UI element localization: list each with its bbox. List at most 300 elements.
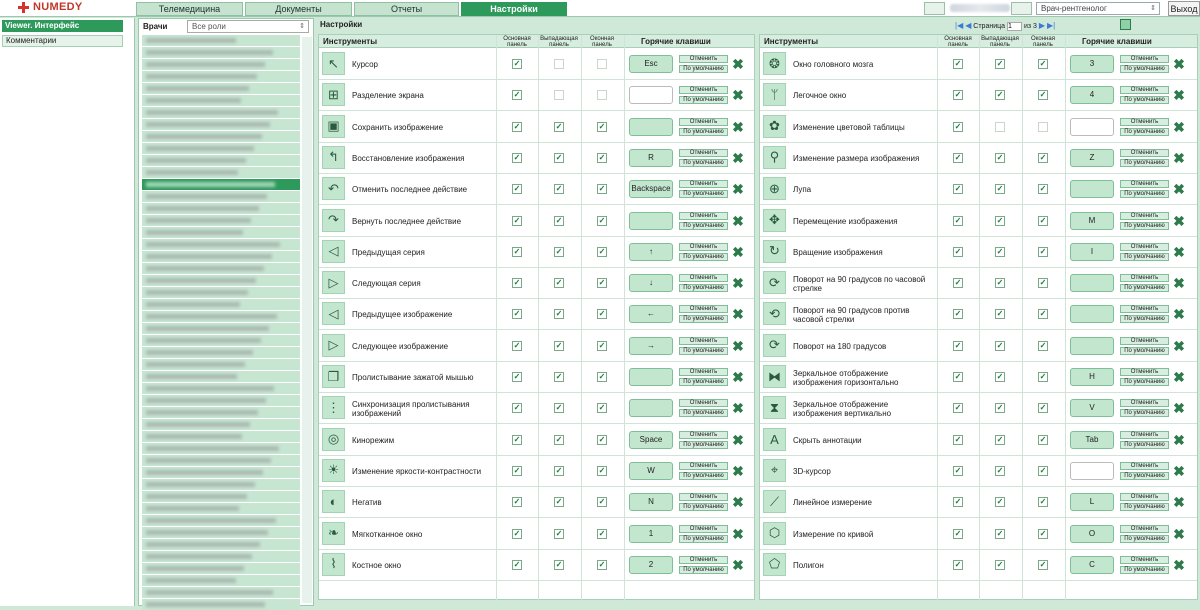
doctor-list-item[interactable] xyxy=(142,83,300,94)
window-panel-checkbox[interactable]: ✓ xyxy=(598,434,606,444)
clear-hotkey-icon[interactable]: ✖ xyxy=(1173,556,1185,573)
doctor-list-item[interactable] xyxy=(142,515,300,526)
dropdown-panel-checkbox[interactable]: ✓ xyxy=(555,403,563,413)
first-page-icon[interactable]: |◀ xyxy=(955,21,964,30)
cancel-hotkey-button[interactable]: Отменить xyxy=(1120,431,1169,439)
default-hotkey-button[interactable]: По умолчанию xyxy=(1120,253,1169,261)
clear-hotkey-icon[interactable]: ✖ xyxy=(732,118,744,135)
doctor-list-item[interactable] xyxy=(142,131,300,142)
hotkey-field[interactable]: 3 xyxy=(1070,55,1114,73)
main-panel-checkbox[interactable]: ✓ xyxy=(513,403,521,413)
default-hotkey-button[interactable]: По умолчанию xyxy=(1120,159,1169,167)
cancel-hotkey-button[interactable]: Отменить xyxy=(1120,86,1169,94)
main-panel-checkbox[interactable]: ✓ xyxy=(513,90,521,100)
default-hotkey-button[interactable]: По умолчанию xyxy=(679,96,728,104)
doctor-list-item[interactable] xyxy=(142,491,300,502)
exit-button[interactable]: Выход xyxy=(1168,1,1200,16)
hotkey-field[interactable]: N xyxy=(629,493,673,511)
window-panel-checkbox[interactable]: ✓ xyxy=(1039,309,1047,319)
clear-hotkey-icon[interactable]: ✖ xyxy=(732,212,744,229)
clear-hotkey-icon[interactable]: ✖ xyxy=(1173,212,1185,229)
main-panel-checkbox[interactable]: ✓ xyxy=(513,434,521,444)
clear-hotkey-icon[interactable]: ✖ xyxy=(1173,87,1185,104)
main-panel-checkbox[interactable]: ✓ xyxy=(954,497,962,507)
hotkey-field[interactable] xyxy=(1070,180,1114,198)
main-panel-checkbox[interactable]: ✓ xyxy=(513,372,521,381)
clear-hotkey-icon[interactable]: ✖ xyxy=(732,306,744,323)
default-hotkey-button[interactable]: По умолчанию xyxy=(1120,409,1169,417)
default-hotkey-button[interactable]: По умолчанию xyxy=(1120,378,1169,386)
cancel-hotkey-button[interactable]: Отменить xyxy=(1120,368,1169,376)
main-panel-checkbox[interactable]: ✓ xyxy=(954,340,962,350)
doctor-list-item[interactable] xyxy=(142,395,300,406)
clear-hotkey-icon[interactable]: ✖ xyxy=(1173,149,1185,166)
window-panel-checkbox[interactable]: ✓ xyxy=(598,152,606,162)
cancel-hotkey-button[interactable]: Отменить xyxy=(679,149,728,157)
window-panel-checkbox[interactable]: ✓ xyxy=(1039,246,1047,256)
default-hotkey-button[interactable]: По умолчанию xyxy=(679,566,728,574)
doctor-list-item[interactable] xyxy=(142,479,300,490)
main-panel-checkbox[interactable]: ✓ xyxy=(513,340,521,350)
dropdown-panel-checkbox[interactable]: ✓ xyxy=(555,309,563,319)
doctor-list-item[interactable] xyxy=(142,407,300,418)
window-panel-checkbox[interactable]: ✓ xyxy=(1039,215,1047,225)
cancel-hotkey-button[interactable]: Отменить xyxy=(1120,305,1169,313)
default-hotkey-button[interactable]: По умолчанию xyxy=(679,347,728,355)
window-panel-checkbox[interactable]: ✓ xyxy=(598,497,606,507)
default-hotkey-button[interactable]: По умолчанию xyxy=(679,159,728,167)
doctor-list-item[interactable] xyxy=(142,443,300,454)
dropdown-panel-checkbox[interactable]: ✓ xyxy=(555,278,563,288)
default-hotkey-button[interactable]: По умолчанию xyxy=(679,409,728,417)
hotkey-field[interactable]: Backspace xyxy=(629,180,673,198)
window-panel-checkbox[interactable]: ✓ xyxy=(598,528,606,538)
cancel-hotkey-button[interactable]: Отменить xyxy=(1120,399,1169,407)
cancel-hotkey-button[interactable]: Отменить xyxy=(679,462,728,470)
doctor-list-item[interactable] xyxy=(142,227,300,238)
cancel-hotkey-button[interactable]: Отменить xyxy=(1120,243,1169,251)
doctor-list-item[interactable] xyxy=(142,563,300,574)
cancel-hotkey-button[interactable]: Отменить xyxy=(679,212,728,220)
hotkey-field[interactable]: Tab xyxy=(1070,431,1114,449)
window-panel-checkbox[interactable]: ✓ xyxy=(1039,340,1047,350)
clear-hotkey-icon[interactable]: ✖ xyxy=(732,400,744,417)
dropdown-panel-checkbox[interactable]: ✓ xyxy=(996,528,1004,538)
dropdown-panel-checkbox[interactable]: ✓ xyxy=(555,528,563,538)
hotkey-field[interactable]: M xyxy=(1070,212,1114,230)
window-panel-checkbox[interactable]: ✓ xyxy=(1039,497,1047,507)
clear-hotkey-icon[interactable]: ✖ xyxy=(1173,181,1185,198)
window-panel-checkbox[interactable]: ✓ xyxy=(1039,434,1047,444)
hotkey-field[interactable] xyxy=(1070,337,1114,355)
dropdown-panel-checkbox[interactable]: ✓ xyxy=(555,121,563,131)
window-panel-checkbox[interactable]: ✓ xyxy=(1039,403,1047,413)
hotkey-field[interactable]: → xyxy=(629,337,673,355)
hotkey-field[interactable]: 4 xyxy=(1070,86,1114,104)
cancel-hotkey-button[interactable]: Отменить xyxy=(1120,556,1169,564)
cancel-hotkey-button[interactable]: Отменить xyxy=(679,525,728,533)
doctor-list-item[interactable] xyxy=(142,95,300,106)
cancel-hotkey-button[interactable]: Отменить xyxy=(679,368,728,376)
dropdown-panel-checkbox[interactable]: ✓ xyxy=(996,340,1004,350)
cancel-hotkey-button[interactable]: Отменить xyxy=(1120,525,1169,533)
main-panel-checkbox[interactable]: ✓ xyxy=(954,90,962,100)
dropdown-panel-checkbox[interactable]: ✓ xyxy=(996,59,1004,68)
dropdown-panel-checkbox[interactable]: ✓ xyxy=(996,559,1004,569)
default-hotkey-button[interactable]: По умолчанию xyxy=(679,128,728,136)
window-panel-checkbox[interactable]: ✓ xyxy=(598,278,606,288)
main-panel-checkbox[interactable]: ✓ xyxy=(513,528,521,538)
window-panel-checkbox[interactable]: ✓ xyxy=(1039,59,1047,68)
hotkey-field[interactable]: Space xyxy=(629,431,673,449)
default-hotkey-button[interactable]: По умолчанию xyxy=(1120,503,1169,511)
clear-hotkey-icon[interactable]: ✖ xyxy=(732,243,744,260)
tab-telemedicine[interactable]: Телемедицина xyxy=(136,2,243,16)
hotkey-field[interactable]: H xyxy=(1070,368,1114,386)
cancel-hotkey-button[interactable]: Отменить xyxy=(679,305,728,313)
doctor-list-item[interactable] xyxy=(142,467,300,478)
doctor-list-item[interactable] xyxy=(142,539,300,550)
cancel-hotkey-button[interactable]: Отменить xyxy=(1120,212,1169,220)
doctor-list-item[interactable] xyxy=(142,191,300,202)
doctor-list-item[interactable] xyxy=(142,203,300,214)
default-hotkey-button[interactable]: По умолчанию xyxy=(1120,96,1169,104)
window-panel-checkbox[interactable]: ✓ xyxy=(1039,278,1047,288)
doctor-list-item[interactable] xyxy=(142,239,300,250)
default-hotkey-button[interactable]: По умолчанию xyxy=(1120,347,1169,355)
dropdown-panel-checkbox[interactable]: ✓ xyxy=(996,309,1004,319)
clear-hotkey-icon[interactable]: ✖ xyxy=(732,149,744,166)
hotkey-field[interactable]: 2 xyxy=(629,556,673,574)
cancel-hotkey-button[interactable]: Отменить xyxy=(679,274,728,282)
window-panel-checkbox[interactable]: ✓ xyxy=(1039,372,1047,381)
doctor-list-item[interactable] xyxy=(142,251,300,262)
doctor-list-item[interactable] xyxy=(142,347,300,358)
dropdown-panel-checkbox[interactable]: ✓ xyxy=(555,559,563,569)
role-select[interactable]: Врач-рентгенолог ⇕ xyxy=(1036,2,1160,15)
doctor-list-item[interactable] xyxy=(142,311,300,322)
main-panel-checkbox[interactable]: ✓ xyxy=(954,152,962,162)
window-panel-checkbox[interactable]: ✓ xyxy=(598,309,606,319)
main-panel-checkbox[interactable]: ✓ xyxy=(954,215,962,225)
dropdown-panel-checkbox[interactable]: ✓ xyxy=(996,278,1004,288)
clear-hotkey-icon[interactable]: ✖ xyxy=(732,275,744,292)
clear-hotkey-icon[interactable]: ✖ xyxy=(732,494,744,511)
cancel-hotkey-button[interactable]: Отменить xyxy=(679,431,728,439)
main-panel-checkbox[interactable]: ✓ xyxy=(513,59,521,68)
clear-hotkey-icon[interactable]: ✖ xyxy=(1173,525,1185,542)
doctor-list-item[interactable] xyxy=(142,323,300,334)
window-panel-checkbox[interactable] xyxy=(597,59,607,69)
doctor-list-item[interactable] xyxy=(142,287,300,298)
window-panel-checkbox[interactable] xyxy=(597,90,607,100)
clear-hotkey-icon[interactable]: ✖ xyxy=(732,431,744,448)
cancel-hotkey-button[interactable]: Отменить xyxy=(1120,149,1169,157)
clear-hotkey-icon[interactable]: ✖ xyxy=(1173,275,1185,292)
doctor-list-item[interactable] xyxy=(142,551,300,562)
cancel-hotkey-button[interactable]: Отменить xyxy=(679,493,728,501)
window-panel-checkbox[interactable]: ✓ xyxy=(1039,152,1047,162)
hotkey-field[interactable]: C xyxy=(1070,556,1114,574)
doctor-list-item[interactable] xyxy=(142,371,300,382)
hotkey-field[interactable]: Esc xyxy=(629,55,673,73)
dropdown-panel-checkbox[interactable]: ✓ xyxy=(996,215,1004,225)
cancel-hotkey-button[interactable]: Отменить xyxy=(679,556,728,564)
window-panel-checkbox[interactable]: ✓ xyxy=(1039,465,1047,475)
cancel-hotkey-button[interactable]: Отменить xyxy=(679,337,728,345)
window-panel-checkbox[interactable]: ✓ xyxy=(598,559,606,569)
dropdown-panel-checkbox[interactable]: ✓ xyxy=(555,497,563,507)
window-panel-checkbox[interactable]: ✓ xyxy=(598,372,606,381)
hotkey-field[interactable] xyxy=(1070,462,1114,480)
doctor-list-item[interactable] xyxy=(142,359,300,370)
main-panel-checkbox[interactable]: ✓ xyxy=(513,215,521,225)
window-panel-checkbox[interactable]: ✓ xyxy=(598,403,606,413)
hotkey-field[interactable]: Z xyxy=(1070,149,1114,167)
doctor-list-item[interactable] xyxy=(142,275,300,286)
default-hotkey-button[interactable]: По умолчанию xyxy=(679,65,728,73)
default-hotkey-button[interactable]: По умолчанию xyxy=(1120,315,1169,323)
window-panel-checkbox[interactable]: ✓ xyxy=(1039,528,1047,538)
clear-hotkey-icon[interactable]: ✖ xyxy=(732,181,744,198)
doctor-list-item[interactable] xyxy=(142,179,300,190)
sidebar-item-viewer-interface[interactable]: Viewer. Интерфейс xyxy=(2,20,123,32)
window-panel-checkbox[interactable]: ✓ xyxy=(1039,184,1047,194)
main-panel-checkbox[interactable]: ✓ xyxy=(513,559,521,569)
default-hotkey-button[interactable]: По умолчанию xyxy=(679,472,728,480)
main-panel-checkbox[interactable]: ✓ xyxy=(954,121,962,131)
doctor-list-item[interactable] xyxy=(142,431,300,442)
doctor-list-item[interactable] xyxy=(142,167,300,178)
doctor-list-item[interactable] xyxy=(142,47,300,58)
default-hotkey-button[interactable]: По умолчанию xyxy=(1120,535,1169,543)
default-hotkey-button[interactable]: По умолчанию xyxy=(1120,128,1169,136)
hotkey-field[interactable] xyxy=(1070,118,1114,136)
hotkey-field[interactable]: V xyxy=(1070,399,1114,417)
doctor-list-item[interactable] xyxy=(142,107,300,118)
main-panel-checkbox[interactable]: ✓ xyxy=(513,309,521,319)
hotkey-field[interactable]: ↓ xyxy=(629,274,673,292)
hotkey-field[interactable] xyxy=(629,368,673,386)
main-panel-checkbox[interactable]: ✓ xyxy=(513,121,521,131)
doctor-list-item[interactable] xyxy=(142,383,300,394)
back-arrow-icon[interactable] xyxy=(924,2,945,15)
doctor-list-item[interactable] xyxy=(142,419,300,430)
hotkey-field[interactable]: ← xyxy=(629,305,673,323)
next-page-icon[interactable]: ▶ xyxy=(1038,21,1046,30)
default-hotkey-button[interactable]: По умолчанию xyxy=(679,315,728,323)
hotkey-field[interactable] xyxy=(629,86,673,104)
main-panel-checkbox[interactable]: ✓ xyxy=(954,403,962,413)
clear-hotkey-icon[interactable]: ✖ xyxy=(732,369,744,385)
main-panel-checkbox[interactable]: ✓ xyxy=(513,246,521,256)
page-input[interactable] xyxy=(1007,22,1022,31)
roles-select[interactable]: Все роли ⇕ xyxy=(187,20,309,33)
clear-hotkey-icon[interactable]: ✖ xyxy=(732,87,744,104)
main-panel-checkbox[interactable]: ✓ xyxy=(954,278,962,288)
cancel-hotkey-button[interactable]: Отменить xyxy=(679,118,728,126)
clear-hotkey-icon[interactable]: ✖ xyxy=(732,525,744,542)
hotkey-field[interactable]: ↑ xyxy=(629,243,673,261)
prev-page-icon[interactable]: ◀ xyxy=(965,21,972,30)
dropdown-panel-checkbox[interactable]: ✓ xyxy=(996,90,1004,100)
dropdown-panel-checkbox[interactable]: ✓ xyxy=(996,372,1004,381)
clear-hotkey-icon[interactable]: ✖ xyxy=(1173,337,1185,354)
default-hotkey-button[interactable]: По умолчанию xyxy=(1120,472,1169,480)
dropdown-panel-checkbox[interactable]: ✓ xyxy=(555,152,563,162)
clear-hotkey-icon[interactable]: ✖ xyxy=(732,462,744,479)
dropdown-panel-checkbox[interactable]: ✓ xyxy=(996,403,1004,413)
cancel-hotkey-button[interactable]: Отменить xyxy=(1120,274,1169,282)
default-hotkey-button[interactable]: По умолчанию xyxy=(679,503,728,511)
dropdown-panel-checkbox[interactable]: ✓ xyxy=(555,246,563,256)
default-hotkey-button[interactable]: По умолчанию xyxy=(1120,222,1169,230)
dropdown-panel-checkbox[interactable]: ✓ xyxy=(555,372,563,381)
hotkey-field[interactable]: L xyxy=(1070,493,1114,511)
default-hotkey-button[interactable]: По умолчанию xyxy=(679,253,728,261)
main-panel-checkbox[interactable]: ✓ xyxy=(954,309,962,319)
main-panel-checkbox[interactable]: ✓ xyxy=(954,59,962,68)
clear-hotkey-icon[interactable]: ✖ xyxy=(1173,118,1185,135)
user-card-icon[interactable] xyxy=(1011,2,1032,15)
doctor-list-item[interactable] xyxy=(142,119,300,130)
clear-hotkey-icon[interactable]: ✖ xyxy=(732,556,744,573)
doctor-list-item[interactable] xyxy=(142,71,300,82)
doctor-list-item[interactable] xyxy=(142,299,300,310)
default-hotkey-button[interactable]: По умолчанию xyxy=(679,441,728,449)
doctor-list-item[interactable] xyxy=(142,35,300,46)
tab-reports[interactable]: Отчеты xyxy=(354,2,459,16)
default-hotkey-button[interactable]: По умолчанию xyxy=(1120,566,1169,574)
main-panel-checkbox[interactable]: ✓ xyxy=(513,497,521,507)
default-hotkey-button[interactable]: По умолчанию xyxy=(679,378,728,386)
hotkey-field[interactable]: 1 xyxy=(629,525,673,543)
dropdown-panel-checkbox[interactable] xyxy=(554,90,564,100)
doctor-list-item[interactable] xyxy=(142,575,300,586)
cancel-hotkey-button[interactable]: Отменить xyxy=(1120,462,1169,470)
main-panel-checkbox[interactable]: ✓ xyxy=(954,246,962,256)
tab-settings[interactable]: Настройки xyxy=(461,2,567,16)
doctors-scrollbar[interactable] xyxy=(302,37,312,603)
dropdown-panel-checkbox[interactable]: ✓ xyxy=(996,434,1004,444)
hotkey-field[interactable]: I xyxy=(1070,243,1114,261)
doctor-list-item[interactable] xyxy=(142,455,300,466)
cancel-hotkey-button[interactable]: Отменить xyxy=(679,180,728,188)
clear-hotkey-icon[interactable]: ✖ xyxy=(1173,56,1185,72)
clear-hotkey-icon[interactable]: ✖ xyxy=(1173,306,1185,323)
dropdown-panel-checkbox[interactable]: ✓ xyxy=(555,215,563,225)
window-panel-checkbox[interactable]: ✓ xyxy=(1039,90,1047,100)
main-panel-checkbox[interactable]: ✓ xyxy=(954,434,962,444)
main-panel-checkbox[interactable]: ✓ xyxy=(513,465,521,475)
cancel-hotkey-button[interactable]: Отменить xyxy=(1120,493,1169,501)
hotkey-field[interactable] xyxy=(629,212,673,230)
default-hotkey-button[interactable]: По умолчанию xyxy=(1120,65,1169,73)
clear-hotkey-icon[interactable]: ✖ xyxy=(1173,431,1185,448)
doctor-list-item[interactable] xyxy=(142,263,300,274)
doctor-list-item[interactable] xyxy=(142,335,300,346)
doctor-list-item[interactable] xyxy=(142,503,300,514)
main-panel-checkbox[interactable]: ✓ xyxy=(513,278,521,288)
dropdown-panel-checkbox[interactable]: ✓ xyxy=(996,152,1004,162)
hotkey-field[interactable] xyxy=(629,399,673,417)
doctor-list-item[interactable] xyxy=(142,59,300,70)
cancel-hotkey-button[interactable]: Отменить xyxy=(1120,337,1169,345)
window-panel-checkbox[interactable]: ✓ xyxy=(598,215,606,225)
clear-hotkey-icon[interactable]: ✖ xyxy=(732,337,744,354)
default-hotkey-button[interactable]: По умолчанию xyxy=(679,222,728,230)
main-panel-checkbox[interactable]: ✓ xyxy=(954,559,962,569)
dropdown-panel-checkbox[interactable]: ✓ xyxy=(996,184,1004,194)
clear-hotkey-icon[interactable]: ✖ xyxy=(1173,369,1185,385)
window-panel-checkbox[interactable]: ✓ xyxy=(598,465,606,475)
main-panel-checkbox[interactable]: ✓ xyxy=(954,528,962,538)
default-hotkey-button[interactable]: По умолчанию xyxy=(679,535,728,543)
cancel-hotkey-button[interactable]: Отменить xyxy=(1120,180,1169,188)
window-panel-checkbox[interactable]: ✓ xyxy=(598,340,606,350)
dropdown-panel-checkbox[interactable]: ✓ xyxy=(555,340,563,350)
tab-documents[interactable]: Документы xyxy=(245,2,352,16)
doctor-list-item[interactable] xyxy=(142,587,300,598)
window-panel-checkbox[interactable]: ✓ xyxy=(598,246,606,256)
cancel-hotkey-button[interactable]: Отменить xyxy=(679,55,728,63)
window-panel-checkbox[interactable]: ✓ xyxy=(598,184,606,194)
hotkey-field[interactable] xyxy=(1070,305,1114,323)
last-page-icon[interactable]: ▶| xyxy=(1046,21,1056,30)
hotkey-field[interactable] xyxy=(629,118,673,136)
dropdown-panel-checkbox[interactable]: ✓ xyxy=(555,434,563,444)
save-settings-icon[interactable] xyxy=(1120,19,1131,30)
cancel-hotkey-button[interactable]: Отменить xyxy=(679,86,728,94)
clear-hotkey-icon[interactable]: ✖ xyxy=(1173,243,1185,260)
dropdown-panel-checkbox[interactable] xyxy=(995,122,1005,132)
clear-hotkey-icon[interactable]: ✖ xyxy=(732,56,744,72)
main-panel-checkbox[interactable]: ✓ xyxy=(954,184,962,194)
doctor-list-item[interactable] xyxy=(142,527,300,538)
window-panel-checkbox[interactable]: ✓ xyxy=(1039,559,1047,569)
hotkey-field[interactable]: W xyxy=(629,462,673,480)
hotkey-field[interactable] xyxy=(1070,274,1114,292)
dropdown-panel-checkbox[interactable]: ✓ xyxy=(555,465,563,475)
default-hotkey-button[interactable]: По умолчанию xyxy=(679,284,728,292)
hotkey-field[interactable]: O xyxy=(1070,525,1114,543)
doctor-list-item[interactable] xyxy=(142,599,300,610)
clear-hotkey-icon[interactable]: ✖ xyxy=(1173,462,1185,479)
dropdown-panel-checkbox[interactable]: ✓ xyxy=(555,184,563,194)
main-panel-checkbox[interactable]: ✓ xyxy=(954,372,962,381)
window-panel-checkbox[interactable] xyxy=(1038,122,1048,132)
window-panel-checkbox[interactable]: ✓ xyxy=(598,121,606,131)
cancel-hotkey-button[interactable]: Отменить xyxy=(1120,55,1169,63)
cancel-hotkey-button[interactable]: Отменить xyxy=(679,399,728,407)
clear-hotkey-icon[interactable]: ✖ xyxy=(1173,494,1185,511)
main-panel-checkbox[interactable]: ✓ xyxy=(513,184,521,194)
dropdown-panel-checkbox[interactable]: ✓ xyxy=(996,246,1004,256)
doctor-list-item[interactable] xyxy=(142,143,300,154)
dropdown-panel-checkbox[interactable] xyxy=(554,59,564,69)
default-hotkey-button[interactable]: По умолчанию xyxy=(1120,441,1169,449)
clear-hotkey-icon[interactable]: ✖ xyxy=(1173,400,1185,417)
default-hotkey-button[interactable]: По умолчанию xyxy=(679,190,728,198)
dropdown-panel-checkbox[interactable]: ✓ xyxy=(996,497,1004,507)
doctor-list-item[interactable] xyxy=(142,215,300,226)
doctor-list-item[interactable] xyxy=(142,155,300,166)
cancel-hotkey-button[interactable]: Отменить xyxy=(1120,118,1169,126)
default-hotkey-button[interactable]: По умолчанию xyxy=(1120,190,1169,198)
hotkey-field[interactable]: R xyxy=(629,149,673,167)
main-panel-checkbox[interactable]: ✓ xyxy=(954,465,962,475)
sidebar-item-comments[interactable]: Комментарии xyxy=(2,35,123,47)
